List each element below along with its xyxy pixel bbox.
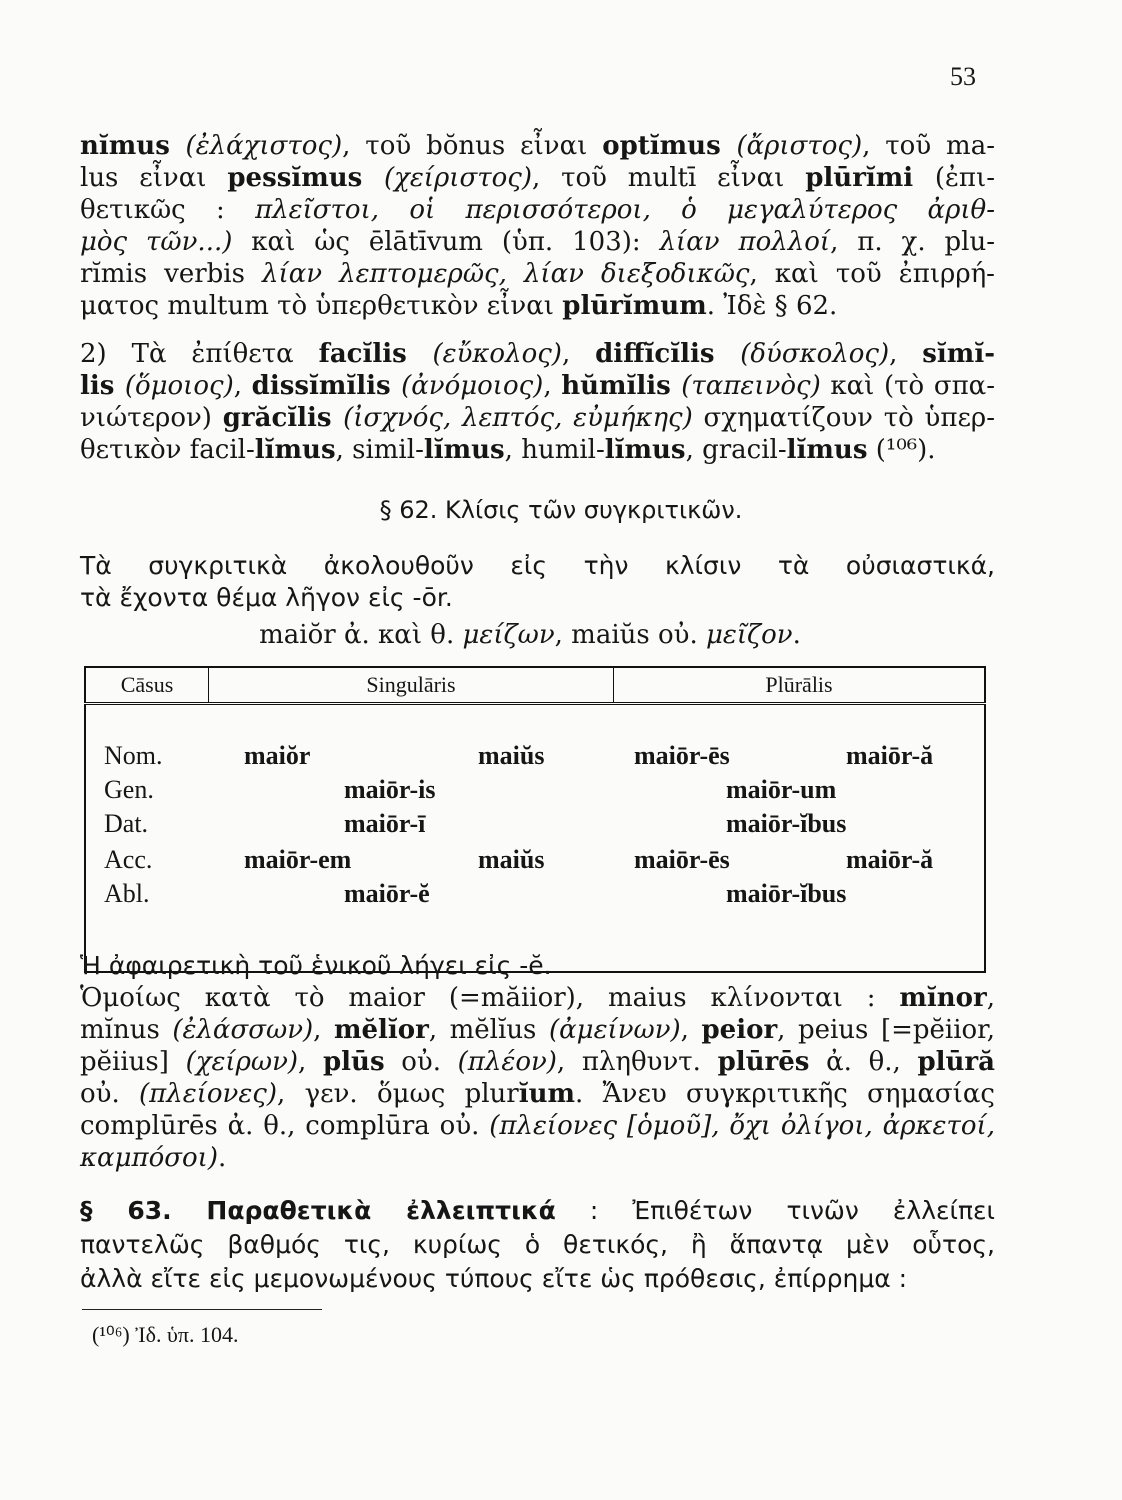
para3-line — [80, 582, 995, 614]
section-62-title: § 62. Κλίσις τῶν συγκριτικῶν. — [379, 496, 743, 524]
para2-run: (¹⁰⁶). — [867, 435, 936, 465]
para2-line — [80, 402, 995, 434]
example_line-run: μεῖζον — [705, 620, 793, 650]
header-casus: Cāsus — [85, 667, 209, 704]
para5-run: Ὁμοίως κατὰ τὸ maior (=măiior), maius κλίνονται : — [80, 983, 900, 1013]
para2-run: νιώτερον) — [80, 403, 223, 433]
para5-run: plūră — [917, 1047, 995, 1077]
para2-run: lĭmus — [604, 435, 686, 465]
para5-line — [80, 982, 995, 1014]
para5-line — [80, 1110, 995, 1142]
para2-run: facĭlis — [318, 339, 433, 369]
para5-run: , — [298, 1047, 323, 1077]
para2-run: sĭmĭ- — [922, 339, 995, 369]
para5-run: mĕlĭor — [333, 1015, 429, 1045]
para1-run: . Ἰδὲ § 62. — [706, 291, 838, 321]
para5-run: plūrēs — [717, 1047, 810, 1077]
para6-run: § 63. Παραθετικὰ ἐλλειπτικά — [80, 1196, 556, 1225]
para1-run: καὶ ὡς ēlātīvum (ὑπ. 103): — [232, 227, 660, 257]
para2-run: diffĭcĭlis — [595, 339, 741, 369]
para5-run: (ἀμείνων) — [548, 1015, 681, 1045]
case-abl: Abl. — [104, 879, 150, 908]
para6-run: παντελῶς βαθμός τις, κυρίως ὁ θετικός, ἢ ἅπαντᾳ μὲν οὗτος, — [80, 1230, 995, 1259]
para1-run: plūrĭmum — [562, 291, 707, 321]
para1-run: pessĭmus — [227, 163, 384, 193]
para3-run: Τὰ συγκριτικὰ ἀκολουθοῦν εἰς τὴν κλίσιν τὰ οὐσιαστικά, — [80, 551, 995, 580]
para6-run: ἀλλὰ εἴτε εἰς μεμονωμένους τύπους εἴτε ὡς πρόθεσις, ἐπίρρημα : — [80, 1264, 908, 1293]
para1-run: , τοῦ multī εἶναι — [531, 163, 806, 193]
para5-run: peior — [701, 1015, 778, 1045]
example_line-run: maiŏr ἀ. καὶ θ. — [259, 620, 463, 650]
example-maior — [0, 620, 1060, 650]
para2-run: , — [543, 371, 562, 401]
para1-run: plūrĭmi — [805, 163, 935, 193]
para2-run: (δύσκολος) — [740, 339, 890, 369]
para1-run: ματος multum τὸ ὑπερθετικὸν εἶναι — [80, 291, 563, 321]
para1-line — [80, 162, 995, 194]
para2-run: lĭmus — [254, 435, 336, 465]
para1-run: (ἐπι- — [934, 163, 995, 193]
para2-run: (ἰσχνός, λεπτός, εὐμήκης) — [343, 403, 693, 433]
header-pluralis: Plūrālis — [614, 667, 986, 704]
para5-run: , γεν. ὅμως plur — [277, 1079, 519, 1109]
para1-run: πλεῖστοι, οἱ περισσότεροι, ὁ μεγαλύτερος ἀριθ- — [255, 195, 995, 225]
para1-run: , τοῦ ma- — [862, 131, 995, 161]
para2-run: (ταπεινὸς) — [681, 371, 821, 401]
para5-line — [80, 1014, 995, 1046]
para3-line — [80, 550, 995, 582]
para5-line — [80, 1078, 995, 1110]
page-number: 53 — [950, 62, 976, 91]
para5-run: mĭnor — [899, 983, 987, 1013]
sing-gen: maiōr-is — [344, 775, 436, 804]
para5-run: , peius [=pĕiior, — [777, 1015, 996, 1045]
pl-dat: maiōr-ĭbus — [726, 809, 847, 838]
para5-run: (πλέον) — [457, 1047, 557, 1077]
footnote-divider — [82, 1309, 322, 1310]
example_line-run: , maiŭs οὐ. — [554, 620, 706, 650]
para5-line — [80, 1046, 995, 1078]
para1-run: , τοῦ bŏnus εἶναι — [342, 131, 603, 161]
para5-run: (πλείονες [ὁμοῦ], ὄχι ὀλίγοι, ἀρκετοί, — [489, 1111, 995, 1141]
sing-abl: maiōr-ĕ — [344, 879, 430, 908]
para5-run: plūs — [322, 1047, 385, 1077]
para2-run: (ἀνόμοιος) — [401, 371, 544, 401]
para5-run: , — [680, 1015, 702, 1045]
para5-run: , πληθυντ. — [556, 1047, 718, 1077]
para2-run: lĭmus — [423, 435, 505, 465]
para2-run: (εὔκολος) — [432, 339, 562, 369]
para1-run: , π. χ. plu- — [830, 227, 995, 257]
para1-run: (ἐλάχιστος) — [185, 131, 343, 161]
case-acc: Acc. — [104, 845, 153, 874]
footnote-106: (¹⁰⁶) Ἰδ. ὑπ. 104. — [92, 1322, 239, 1347]
para5-run: pĕiius] — [80, 1047, 186, 1077]
para6-line — [80, 1194, 995, 1228]
para2-line — [80, 434, 995, 466]
para4-line — [80, 950, 995, 982]
para2-run: 2) Τὰ ἐπίθετα — [80, 339, 319, 369]
sing-acc-m: maiōr-em — [244, 845, 352, 874]
para2-run: grăcĭlis — [222, 403, 344, 433]
example_line-run: μείζων — [462, 620, 555, 650]
para5-run: οὐ. — [80, 1079, 140, 1109]
para1-run: lus εἶναι — [80, 163, 228, 193]
table-body — [85, 704, 985, 973]
para1-run: λίαν πολλοί — [659, 227, 831, 257]
para5-run: , — [313, 1015, 334, 1045]
para1-run: rĭmis verbis — [80, 259, 263, 289]
para5-run: ĭum — [518, 1079, 576, 1109]
para1-run: (ἄριστος) — [736, 131, 863, 161]
para5-run: . — [218, 1143, 227, 1173]
sing-nom-m: maiŏr — [244, 741, 311, 770]
para6-run: : Ἐπιθέτων τινῶν ἐλλείπει — [555, 1196, 995, 1225]
para1-line — [80, 290, 995, 322]
paragraph-adjectives-lis — [80, 338, 995, 466]
para6-line — [80, 1228, 995, 1262]
sing-acc-n: maiŭs — [478, 845, 545, 874]
para1-run: optĭmus — [602, 131, 737, 161]
paragraph-section-63 — [80, 1194, 995, 1296]
para2-line — [80, 338, 995, 370]
para5-run: mĭnus — [80, 1015, 173, 1045]
para2-run: dissĭmĭlis — [251, 371, 402, 401]
para1-run: θετικῶς : — [80, 195, 256, 225]
para5-run: (χείρων) — [185, 1047, 299, 1077]
sing-dat: maiōr-ī — [344, 809, 426, 838]
paragraph-similar-comparatives — [80, 982, 995, 1174]
para6-line — [80, 1262, 995, 1296]
example_line-run: . — [792, 620, 801, 650]
para2-run: σχηματίζουν τὸ ὑπερ- — [692, 403, 995, 433]
para5-run: (πλείονες) — [139, 1079, 278, 1109]
para2-run: , humil- — [504, 435, 605, 465]
case-gen: Gen. — [104, 775, 154, 804]
para2-run: , — [561, 339, 596, 369]
para5-run: (ἐλάσσων) — [172, 1015, 314, 1045]
para5-run: καμπόσοι) — [80, 1143, 218, 1173]
para5-run: , mĕlĭus — [428, 1015, 549, 1045]
pl-acc-n: maiōr-ă — [846, 845, 934, 874]
para1-run: μὸς τῶν...) — [80, 227, 233, 257]
para5-run: ἀ. θ., — [809, 1047, 918, 1077]
para2-run: hŭmĭlis — [561, 371, 682, 401]
para2-run: , simil- — [335, 435, 424, 465]
para2-run: , gracil- — [685, 435, 787, 465]
para1-run: , καὶ τοῦ ἐπιρρή- — [749, 259, 995, 289]
para2-run: (ὅμοιος) — [124, 371, 234, 401]
para1-line — [80, 130, 995, 162]
para5-line — [80, 1142, 995, 1174]
para1-line — [80, 194, 995, 226]
para1-run: (χείριστος) — [383, 163, 532, 193]
case-dat: Dat. — [104, 809, 149, 838]
para1-run: nĭmus — [80, 131, 186, 161]
pl-abl: maiōr-ĭbus — [726, 879, 847, 908]
para2-line — [80, 370, 995, 402]
table-header-row — [85, 667, 985, 704]
case-nom: Nom. — [104, 741, 163, 770]
para2-run: θετικὸν facil- — [80, 435, 255, 465]
para1-line — [80, 226, 995, 258]
declension-table — [84, 666, 986, 973]
para5-run: complūrēs ἀ. θ., complūra οὐ. — [80, 1111, 490, 1141]
para5-run: οὐ. — [384, 1047, 458, 1077]
para5-run: , — [986, 983, 995, 1013]
para5-run: . Ἄνευ συγκριτικῆς σημασίας — [575, 1079, 995, 1109]
paragraph-ablative-note — [80, 950, 995, 982]
para2-run: lĭmus — [786, 435, 868, 465]
para2-run: lis — [80, 371, 125, 401]
para1-run: λίαν λεπτομερῶς, λίαν διεξοδικῶς — [262, 259, 750, 289]
header-singularis: Singulāris — [209, 667, 614, 704]
paragraph-comparatives-declension — [80, 550, 995, 614]
pl-nom-m: maiōr-ēs — [634, 741, 730, 770]
pl-acc-m: maiōr-ēs — [634, 845, 730, 874]
pl-nom-n: maiōr-ă — [846, 741, 934, 770]
pl-gen: maiōr-um — [726, 775, 837, 804]
para2-run: , — [233, 371, 252, 401]
para1-line — [80, 258, 995, 290]
para2-run: , — [889, 339, 923, 369]
sing-nom-n: maiŭs — [478, 741, 545, 770]
para3-run: τὰ ἔχοντα θέμα λῆγον εἰς -ōr. — [80, 583, 453, 612]
para4-run: Ἡ ἀφαιρετικὴ τοῦ ἑνικοῦ λήγει εἰς -ĕ. — [80, 951, 552, 980]
para2-run: καὶ (τὸ σπα- — [820, 371, 996, 401]
paragraph-superlatives — [80, 130, 995, 322]
